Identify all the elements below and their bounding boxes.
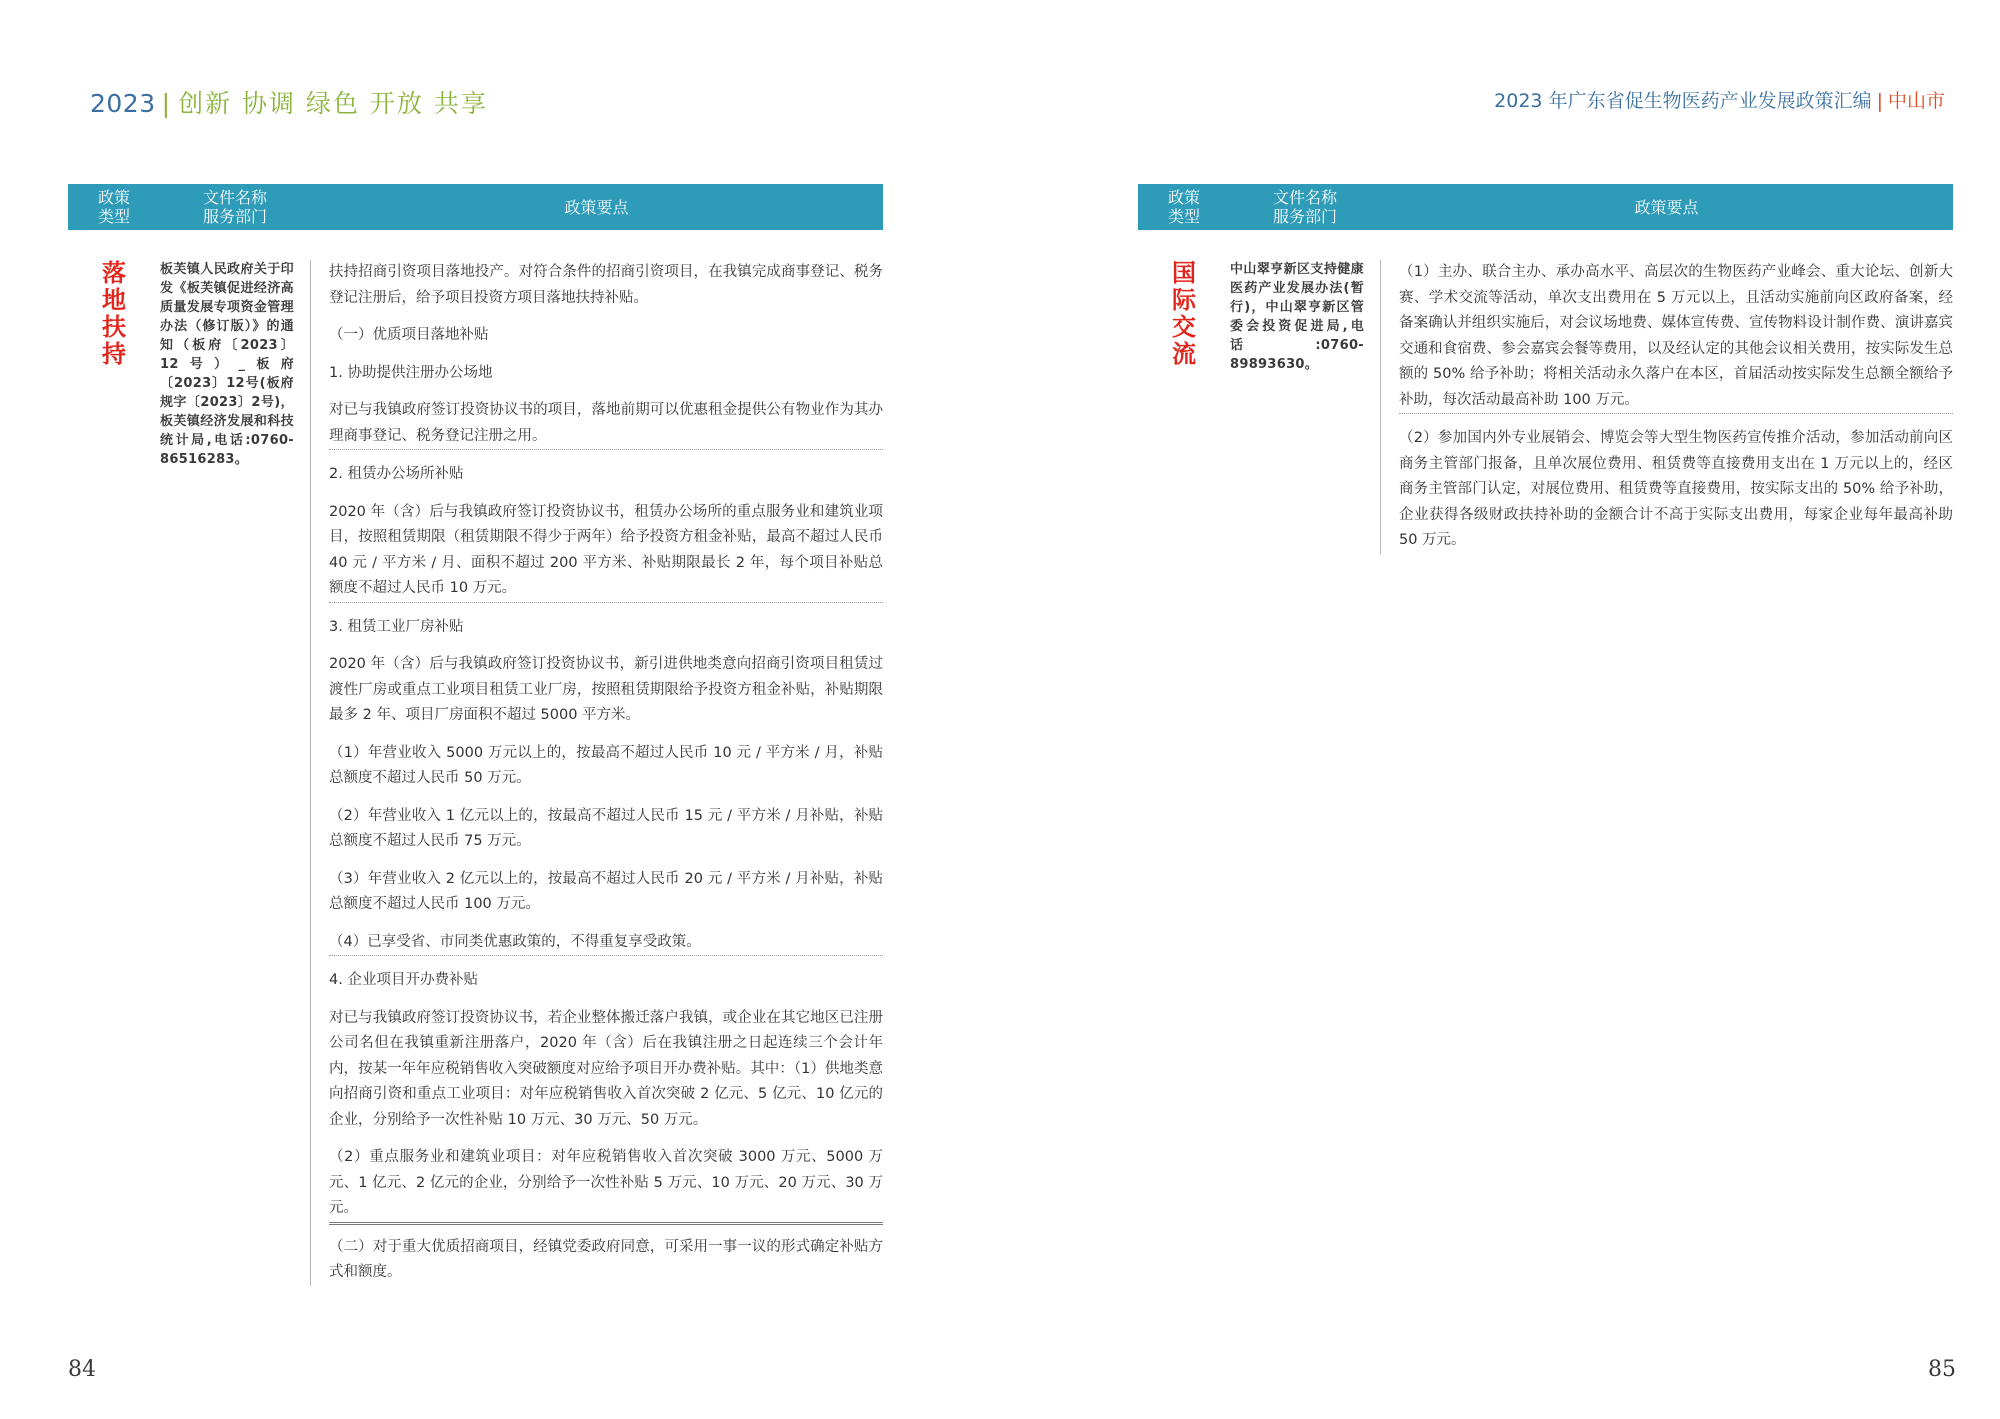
header-year: 2023 bbox=[90, 89, 156, 118]
left-page bbox=[68, 184, 883, 1286]
paragraph: （2）重点服务业和建筑业项目：对年应税销售收入首次突破 3000 万元、5000 万元、1 亿元、2 亿元的企业，分别给予一次性补贴 5 万元、10 万元、20 万元、30 万元。 bbox=[329, 1149, 883, 1216]
column-divider bbox=[310, 260, 311, 1286]
document-info: 中山翠亨新区支持健康医药产业发展办法(暂行)，中山翠亨新区管委会投资促进局,电话:0760-89893630。 bbox=[1230, 262, 1364, 372]
right-page bbox=[1138, 184, 1953, 554]
table-row bbox=[68, 260, 883, 1286]
paragraph: （1）年营业收入 5000 万元以上的，按最高不超过人民币 10 元 / 平方米 / 月，补贴总额度不超过人民币 50 万元。 bbox=[329, 744, 883, 786]
paragraph: 2020 年（含）后与我镇政府签订投资协议书，新引进供地类意向招商引资项目租赁过渡性厂房或重点工业项目租赁工业厂房，按照租赁期限给予投资方租金补贴，补贴期限最多 2 年、项目厂房面积不超过 5000 平方米。 bbox=[329, 656, 883, 723]
header-document: 文件名称 服务部门 bbox=[1272, 188, 1337, 226]
header-divider: | bbox=[161, 89, 171, 118]
item-heading: 3. 租赁工业厂房补贴 bbox=[329, 618, 464, 635]
item-heading: 4. 企业项目开办费补贴 bbox=[329, 972, 478, 988]
header-divider-right: | bbox=[1876, 90, 1883, 112]
paragraph: （4）已享受省、市同类优惠政策的，不得重复享受政策。 bbox=[329, 933, 701, 950]
policy-type: 国际交流 bbox=[1172, 259, 1196, 368]
paragraph: 对已与我镇政府签订投资协议书的项目，落地前期可以优惠租金提供公有物业作为其办理商事登记、税务登记注册之用。 bbox=[329, 402, 883, 444]
header-policy-type: 政策 类型 bbox=[97, 188, 130, 226]
header-slogan: 创新 协调 绿色 开放 共享 bbox=[178, 89, 488, 118]
table-row bbox=[1138, 260, 1953, 554]
paragraph: （1）主办、联合主办、承办高水平、高层次的生物医药产业峰会、重大论坛、创新大赛、学术交流等活动，单次支出费用在 5 万元以上，且活动实施前向区政府备案，经备案确认并组织实施后，对会议场地费、媒体宣传费、宣传物料设计制作费、演讲嘉宾交通和食宿费、参会嘉宾会餐等费用，以及经认定的其他会议相关费用，按实际发生总额的 50% 给予补助；将相关活动永久落户在本区，首届活动按实际发生总额全额给予补助，每次活动最高补助 100 万元。 bbox=[1399, 264, 1953, 408]
column-divider bbox=[1380, 260, 1381, 554]
header-left bbox=[90, 84, 488, 120]
policy-points bbox=[329, 260, 883, 1286]
paragraph: （二）对于重大优质招商项目，经镇党委政府同意，可采用一事一议的形式确定补贴方式和额度。 bbox=[329, 1238, 883, 1280]
page-number-left: 84 bbox=[68, 1357, 96, 1382]
table-header bbox=[1138, 184, 1953, 230]
paragraph: 对已与我镇政府签订投资协议书，若企业整体搬迁落户我镇，或企业在其它地区已注册公司名但在我镇重新注册落户，2020 年（含）后在我镇注册之日起连续三个会计年内，按某一年年应税销售收入突破额度对应给予项目开办费补贴。其中：（1）供地类意向招商引资和重点工业项目：对年应税销售收入首次突破 2 亿元、5 亿元、10 亿元的企业，分别给予一次性补贴 10 万元、30 万元、50 万元。 bbox=[329, 1009, 883, 1128]
paragraph: 扶持招商引资项目落地投产。对符合条件的招商引资项目，在我镇完成商事登记、税务登记注册后，给予项目投资方项目落地扶持补贴。 bbox=[329, 264, 883, 306]
item-heading: 1. 协助提供注册办公场地 bbox=[329, 364, 493, 381]
header-title: 2023 年广东省促生物医药产业发展政策汇编 bbox=[1494, 90, 1872, 112]
header-right bbox=[1494, 86, 1945, 113]
policy-type: 落地扶持 bbox=[102, 259, 126, 368]
header-city: 中山市 bbox=[1887, 90, 1945, 112]
paragraph: （2）参加国内外专业展销会、博览会等大型生物医药宣传推介活动，参加活动前向区商务主管部门报备，且单次展位费用、租赁费等直接费用支出在 1 万元以上的，经区商务主管部门认定，对展位费用、租赁费等直接费用，按实际支出的 50% 给予补助，企业获得各级财政扶持补助的金额合计不高于实际支出费用，每家企业每年最高补助 50 万元。 bbox=[1399, 430, 1953, 548]
paragraph: （3）年营业收入 2 亿元以上的，按最高不超过人民币 20 元 / 平方米 / 月补贴，补贴总额度不超过人民币 100 万元。 bbox=[329, 870, 883, 912]
section-heading: （一）优质项目落地补贴 bbox=[329, 327, 489, 343]
header-policy-points: 政策要点 bbox=[564, 197, 629, 217]
header-document: 文件名称 服务部门 bbox=[202, 188, 267, 226]
item-heading: 2. 租赁办公场所补贴 bbox=[329, 466, 464, 482]
document-info: 板芙镇人民政府关于印发《板芙镇促进经济高质量发展专项资金管理办法（修订版）》的通知（板府〔2023〕12号）_板府〔2023〕12号(板府规字〔2023〕2号)，板芙镇经济发展和科技统计局,电话:0760-86516283。 bbox=[160, 262, 294, 467]
page-number-right: 85 bbox=[1928, 1357, 1956, 1382]
paragraph: （2）年营业收入 1 亿元以上的，按最高不超过人民币 15 元 / 平方米 / 月补贴，补贴总额度不超过人民币 75 万元。 bbox=[329, 807, 883, 849]
policy-points bbox=[1399, 260, 1953, 554]
paragraph: 2020 年（含）后与我镇政府签订投资协议书，租赁办公场所的重点服务业和建筑业项目，按照租赁期限（租赁期限不得少于两年）给予投资方租金补贴，最高不超过人民币 40 元 / 平方米 / 月、面积不超过 200 平方米、补贴期限最长 2 年，每个项目补贴总额度不超过人民币 10 万元。 bbox=[329, 503, 883, 596]
header-policy-points: 政策要点 bbox=[1634, 197, 1699, 217]
table-header bbox=[68, 184, 883, 230]
header-policy-type: 政策 类型 bbox=[1167, 188, 1200, 226]
